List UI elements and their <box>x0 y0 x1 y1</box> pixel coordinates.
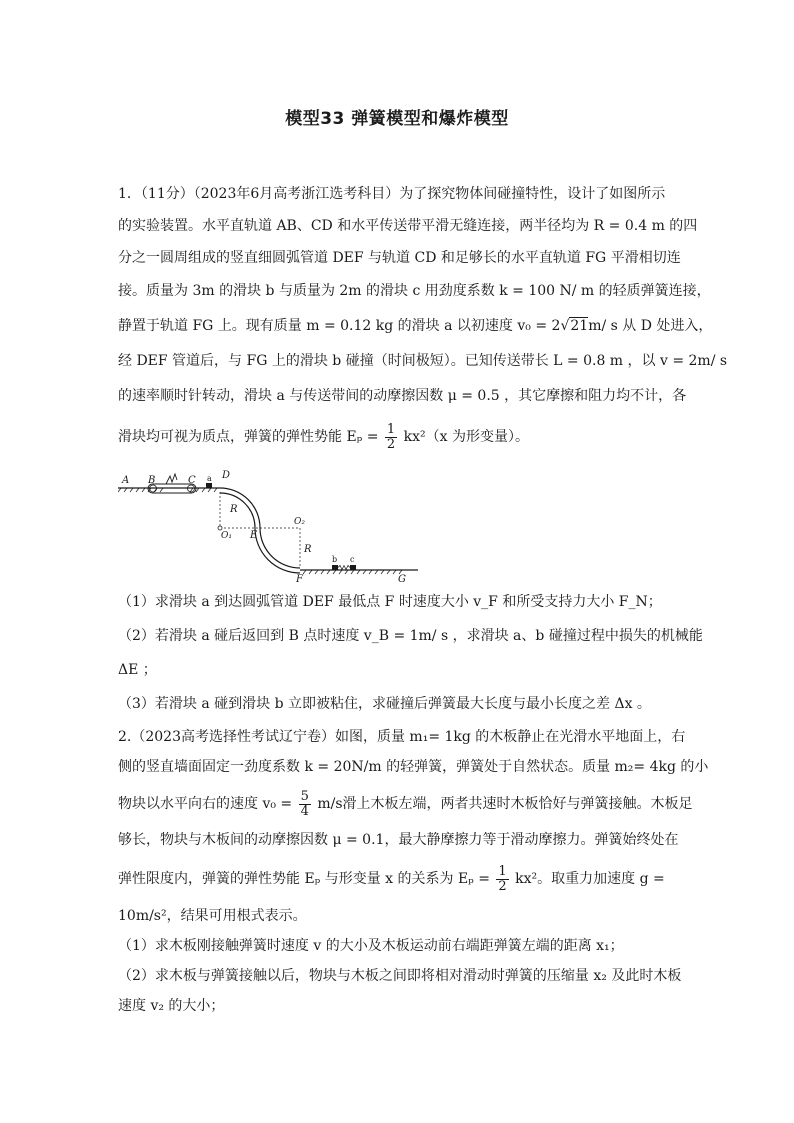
label-c-point: C <box>188 475 196 486</box>
fraction-numerator: 1 <box>386 421 396 437</box>
label-o2: O₂ <box>294 517 305 527</box>
label-radius-2: R <box>304 544 312 555</box>
fraction-denominator: 2 <box>386 436 396 452</box>
sqrt-radicand: 21 <box>570 318 589 334</box>
q2-line-3-tail: m/s滑上木板左端，两者共速时木板恰好与弹簧接触。木板足 <box>317 796 693 812</box>
label-o1: O₁ <box>221 531 232 541</box>
q2-line-1: 2.（2023高考选择性考试辽宁卷）如图，质量 m₁= 1kg 的木板静止在光滑水平地面上，右 <box>118 729 686 745</box>
label-g-point: G <box>398 574 406 584</box>
q2-line-6: 10m/s²，结果可用根式表示。 <box>118 908 307 924</box>
label-slider-a: a <box>207 474 212 483</box>
q1-line-5 <box>118 316 713 336</box>
fraction-five-quarters <box>299 790 311 819</box>
q2-line-5 <box>118 862 684 896</box>
label-a-point: A <box>122 475 130 486</box>
label-radius-1: R <box>230 504 238 515</box>
label-slider-b: b <box>332 555 338 564</box>
slider-c <box>350 565 356 570</box>
fraction-denominator: 4 <box>300 803 309 819</box>
slider-a <box>206 483 212 488</box>
q1-part-1: （1）求滑块 a 到达圆弧管道 DEF 最低点 F 时速度大小 v_F 和所受支持力大小 F_N； <box>118 594 662 610</box>
label-slider-c: c <box>350 555 355 564</box>
fraction-numerator: 5 <box>300 788 309 804</box>
q2-part-1: （1）求木板刚接触弹簧时速度 v 的大小及木板运动前右端距弹簧左端的距离 x₁； <box>118 938 624 954</box>
spring <box>338 566 350 570</box>
q2-line-3-text: 物块以水平向右的速度 v₀ = <box>118 796 293 812</box>
label-e-point: E <box>250 530 258 541</box>
label-b-point: B <box>148 475 156 486</box>
q1-line-2: 的实验装置。水平直轨道 AB、CD 和水平传送带平滑无缝连接，两半径均为 R = 0.4 m 的四 <box>118 218 698 234</box>
q1-line-7: 的速率顺时针转动，滑块 a 与传送带间的动摩擦因数 μ = 0.5 ，其它摩擦和阻力均不计，各 <box>118 388 687 404</box>
fraction-one-half <box>496 865 508 894</box>
q1-line-1: 1．（11分）（2023年6月高考浙江选考科目）为了探究物体间碰撞特性，设计了如图所示 <box>118 186 666 202</box>
ground-hatching-left <box>118 488 217 492</box>
label-d-point: D <box>222 470 231 481</box>
slider-b <box>332 565 338 570</box>
q1-line-8-text: 滑块均可视为质点，弹簧的弹性势能 Eₚ = <box>118 429 379 445</box>
q2-line-5-tail: kx²。取重力加速度 g = <box>515 871 665 887</box>
q1-line-5-tail: m/ s 从 D 处进入， <box>588 318 713 334</box>
page-title: 模型33 弹簧模型和爆炸模型 <box>285 109 509 129</box>
q1-line-4: 接。质量为 3m 的滑块 b 与质量为 2m 的滑块 c 用劲度系数 k = 100 N/ m 的轻质弹簧连接， <box>118 283 711 299</box>
q1-line-6: 经 DEF 管道后，与 FG 上的滑块 b 碰撞（时间极短）。已知传送带长 L = 0.8 m ，以 v = 2m/ s <box>118 353 728 369</box>
q2-line-5-text: 弹性限度内，弹簧的弹性势能 Eₚ 与形变量 x 的关系为 Eₚ = <box>118 871 490 887</box>
q1-part-2: （2）若滑块 a 碰后返回到 B 点时速度 v_B = 1m/ s ，求滑块 a、b 碰撞过程中损失的机械能 <box>118 628 703 644</box>
q2-part-2-cont: 速度 v₂ 的大小； <box>118 998 225 1014</box>
q1-line-3: 分之一圆周组成的竖直细圆弧管道 DEF 与轨道 CD 和足够长的水平直轨道 FG 平滑相切连 <box>118 250 681 266</box>
fraction-one-half <box>385 423 397 452</box>
center-o1 <box>218 526 222 530</box>
label-f-point: F <box>296 574 303 584</box>
sqrt-symbol: √ <box>560 318 570 334</box>
q2-line-2: 侧的竖直墙面固定一劲度系数 k = 20N/m 的轻弹簧，弹簧处于自然状态。质量 m₂= 4kg 的小 <box>118 759 709 775</box>
q2-line-3 <box>118 787 693 821</box>
q1-line-5-text: 静置于轨道 FG 上。现有质量 m = 0.12 kg 的滑块 a 以初速度 v₀ = 2 <box>118 318 561 334</box>
apparatus-diagram <box>118 466 418 584</box>
q1-part-2-cont: ΔE ； <box>118 662 157 678</box>
fraction-denominator: 2 <box>498 878 507 894</box>
q1-part-3: （3）若滑块 a 碰到滑块 b 立即被粘住，求碰撞后弹簧最大长度与最小长度之差 Δx 。 <box>118 696 651 712</box>
q2-line-4: 够长，物块与木板间的动摩擦因数 μ = 0.1，最大静摩擦力等于滑动摩擦力。弹簧始终处在 <box>118 832 679 848</box>
q2-part-2: （2）求木板与弹簧接触以后，物块与木板之间即将相对滑动时弹簧的压缩量 x₂ 及此时木板 <box>118 968 682 984</box>
fraction-numerator: 1 <box>498 863 507 879</box>
q1-line-8 <box>118 420 684 454</box>
q1-line-8-tail: kx²（x 为形变量）。 <box>403 429 529 445</box>
rotation-arrow-icon <box>166 474 177 484</box>
